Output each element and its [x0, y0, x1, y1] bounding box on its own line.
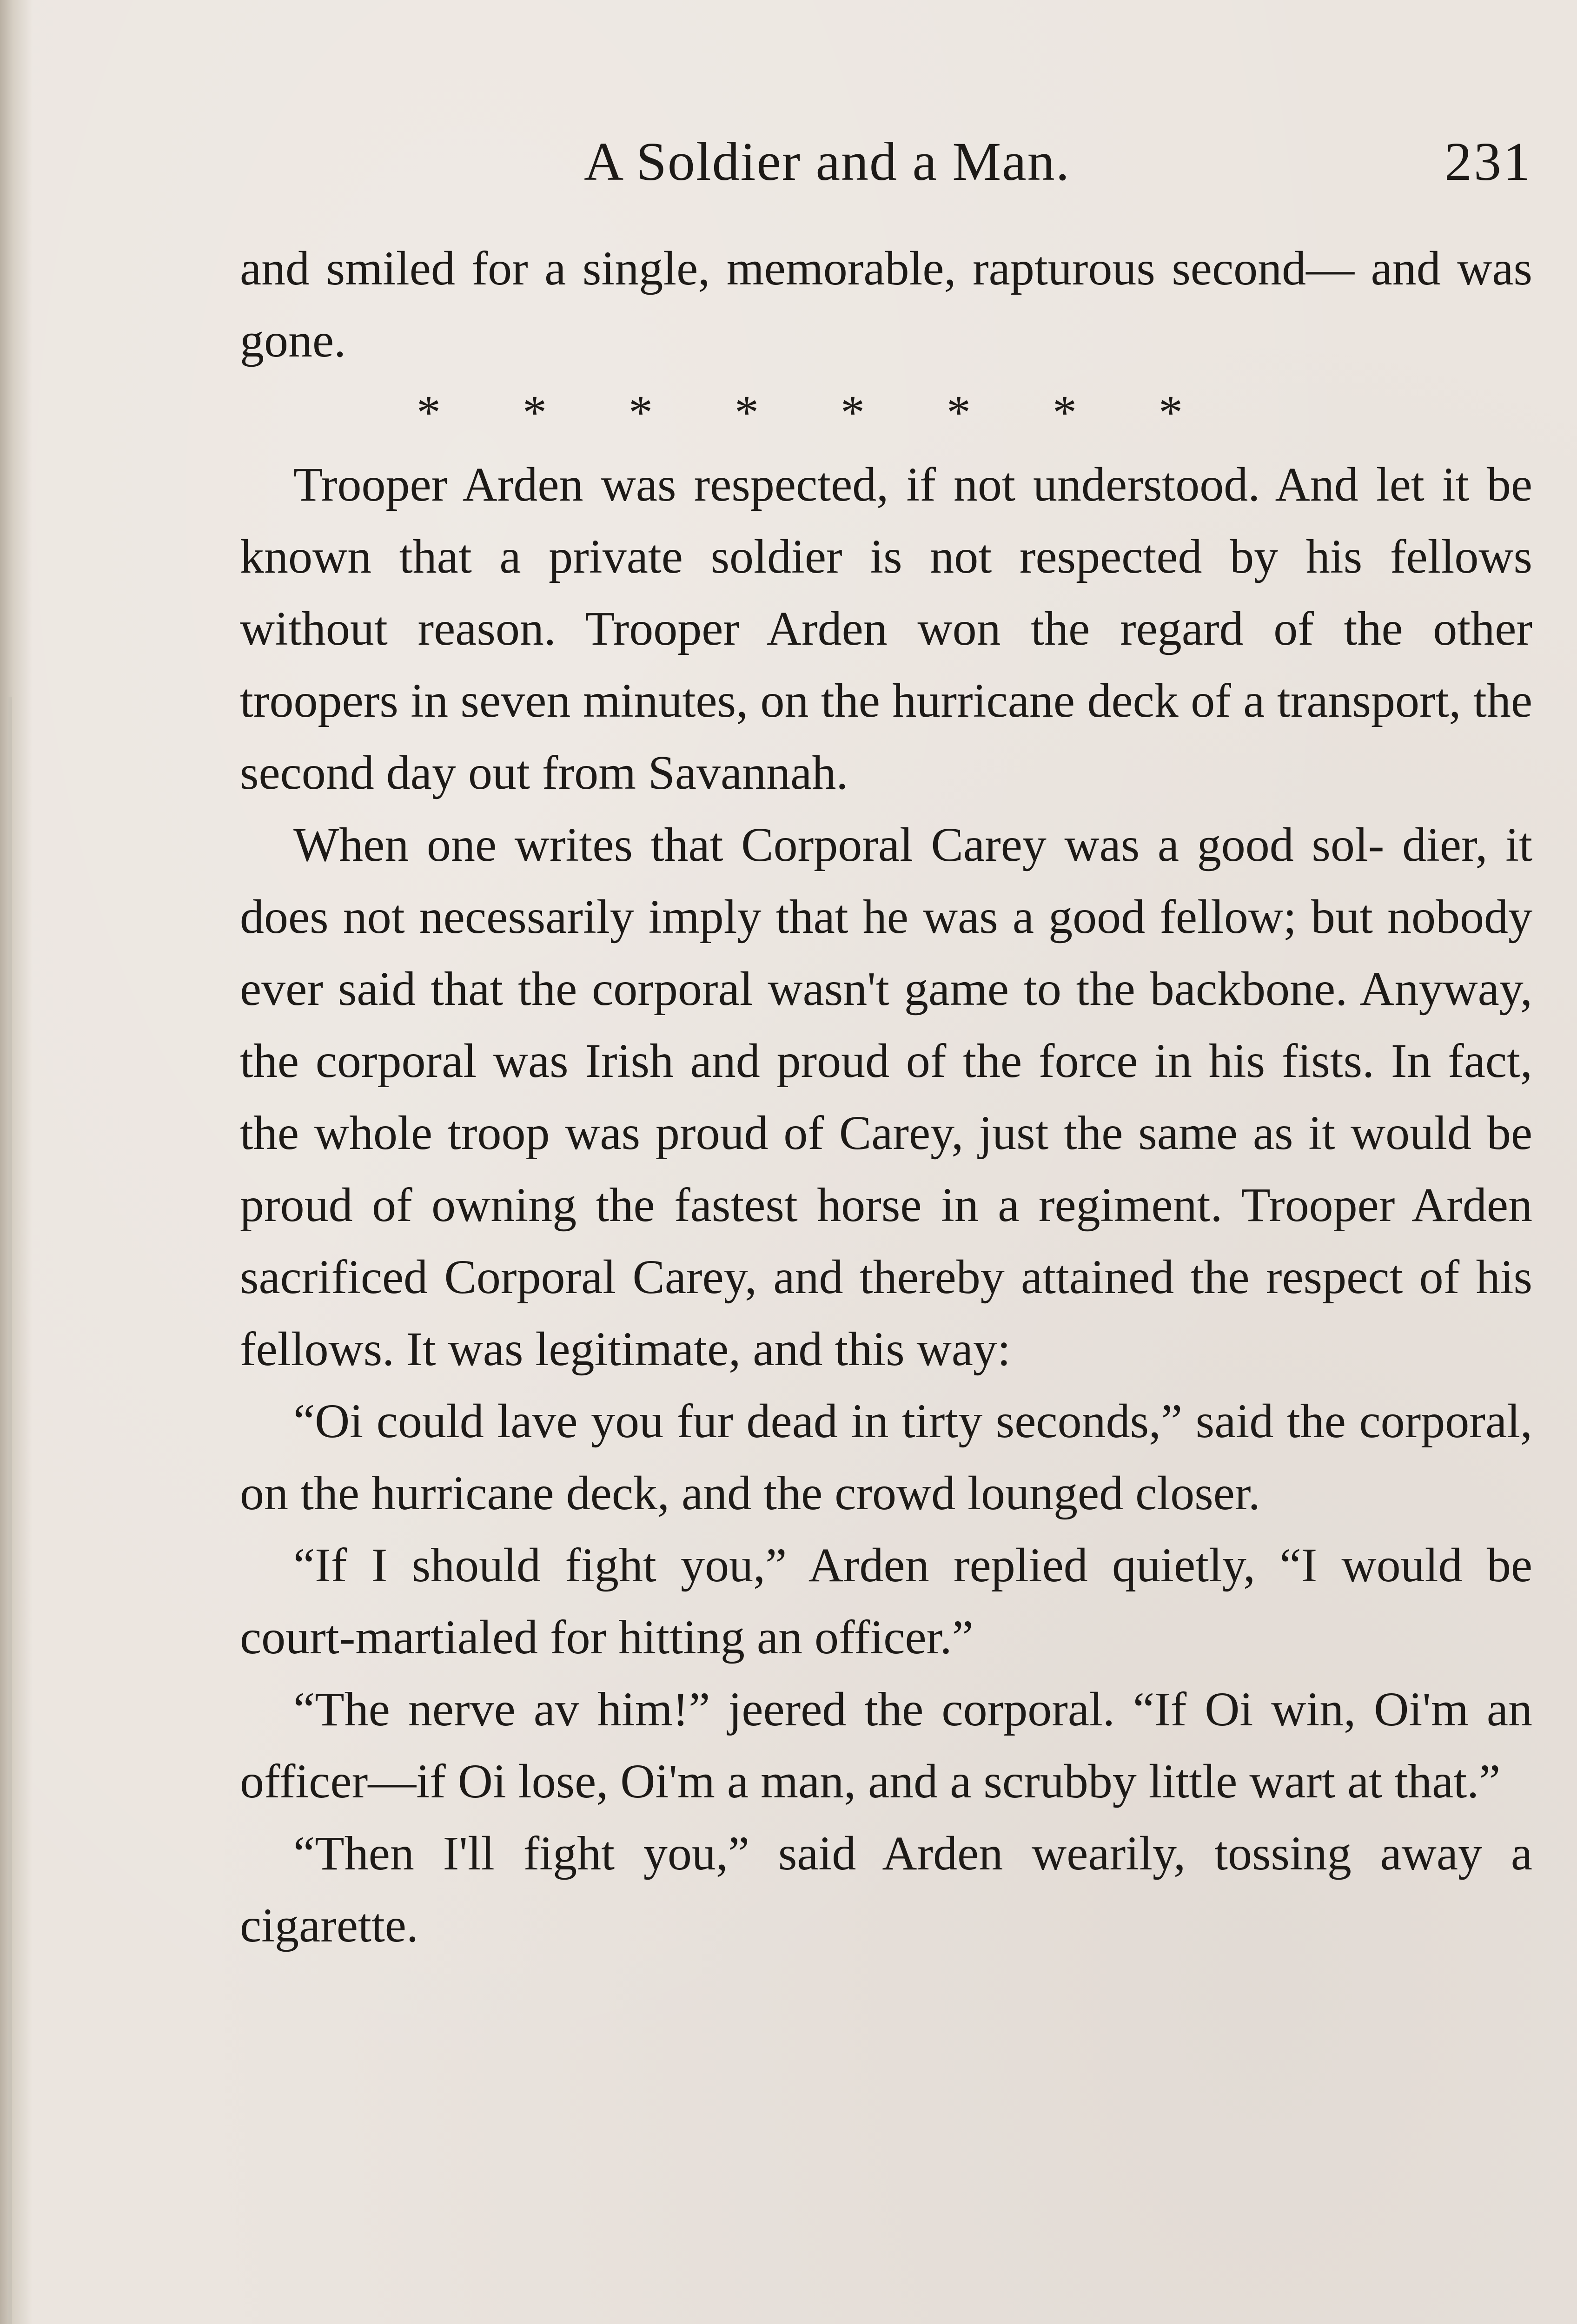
paragraph-5: “If I should fight you,” Arden replied quietly, “I would be court-martialed for hitting an officer.” [240, 1538, 1532, 1664]
paragraph-2: Trooper Arden was respected, if not understood. And let it be known that a private soldier is not respected by his fellows without reason. Trooper Arden won the regard of the other troopers in seven minutes, on the hurricane deck of a transport, the second day out from Savannah. [240, 458, 1532, 799]
paragraph-6: “The nerve av him!” jeered the corporal. “If Oi win, Oi'm an officer—if Oi lose, Oi'm a man, and a scrubby little wart at that.” [240, 1683, 1532, 1808]
paragraph-1: and smiled for a single, memorable, rapturous second— and was gone. [240, 242, 1532, 367]
body-text [240, 232, 1532, 1961]
paragraph-7: “Then I'll fight you,” said Arden wearily, tossing away a cigarette. [240, 1827, 1532, 1952]
paragraph-4: “Oi could lave you fur dead in tirty seconds,” said the corporal, on the hurricane deck, and the crowd lounged closer. [240, 1394, 1532, 1520]
page-number: 231 [1444, 131, 1532, 192]
section-break-stars: * * * * * * * * [417, 386, 1183, 439]
running-header [240, 116, 1532, 209]
running-title: A Soldier and a Man. [584, 131, 1071, 192]
page-spine-edge [8, 697, 12, 2324]
book-page [240, 116, 1532, 1961]
paragraph-3: When one writes that Corporal Carey was a good sol- dier, it does not necessarily imply that he was a good fellow; but nobody ever said that the corporal wasn't game to the backbone. Anyway, the corporal was Irish and proud of the force in his fists. In fact, the whole troop was proud of Carey, just the same as it would be proud of owning the fastest horse in a regiment. Trooper Arden sacrificed Corporal Carey, and thereby attained the respect of his fellows. It was legitimate, and this way: [240, 818, 1532, 1376]
page-spine-shadow [0, 0, 33, 2324]
